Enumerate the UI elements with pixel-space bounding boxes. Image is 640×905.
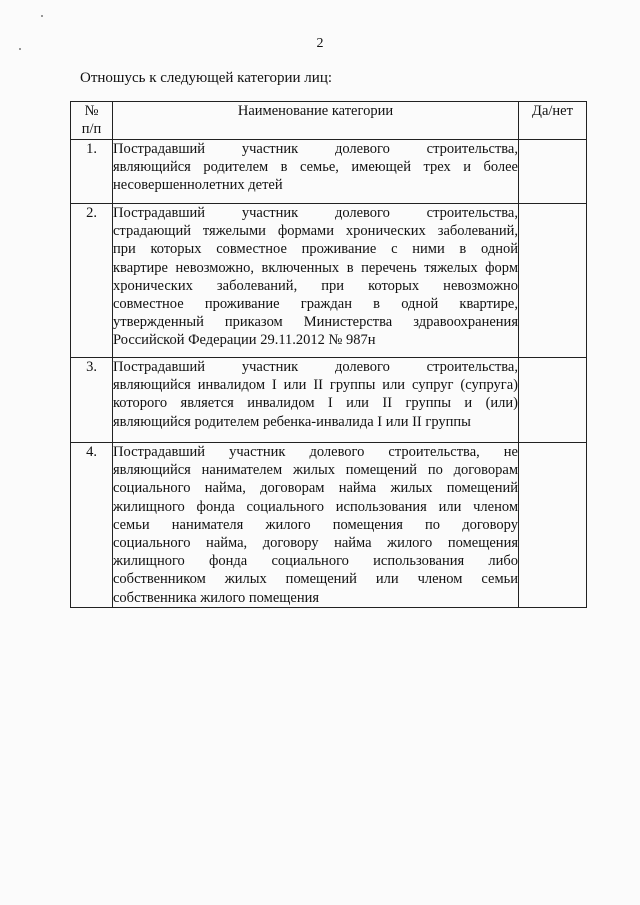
header-number-abbr: п/п — [81, 121, 102, 137]
description-line: Пострадавший участник долевого строительства, не — [113, 444, 518, 460]
description-line: несовершеннолетних детей — [113, 177, 283, 194]
page-number: 2 — [316, 36, 324, 51]
description-line: страдающий тяжелыми формами хронических заболеваний, — [113, 223, 518, 240]
category-table — [70, 101, 587, 608]
description-line: хронических заболеваний, при которых невозможно — [113, 277, 518, 294]
description-line: совместное проживание граждан в одной квартире, — [113, 296, 518, 313]
header-yes-no: Да/нет — [519, 102, 587, 140]
category-description — [113, 443, 519, 608]
category-description — [113, 204, 519, 358]
header-number — [71, 102, 113, 140]
description-line: являющийся родителем в семье, имеющей трех и более — [113, 159, 518, 176]
description-line: Пострадавший участник долевого строительства, — [113, 205, 518, 221]
table-row — [71, 358, 587, 443]
description-line: социального найма, договору найма жилого помещения — [113, 535, 518, 552]
row-number: 1. — [71, 140, 113, 204]
scan-speck — [41, 15, 43, 17]
row-number: 3. — [71, 358, 113, 443]
row-number: 2. — [71, 204, 113, 358]
header-number-symbol: № — [84, 103, 99, 119]
description-line: являющийся нанимателем жилых помещений по договорам — [113, 462, 518, 479]
description-line: которого является инвалидом I или II группы и (или) — [113, 395, 518, 412]
description-line: являющийся инвалидом I или II группы или супруг (супруга) — [113, 377, 518, 394]
yes-no-answer-cell[interactable] — [519, 204, 587, 358]
description-line: утвержденный приказом Министерства здравоохранения — [113, 314, 518, 331]
description-line: Пострадавший участник долевого строительства, — [113, 359, 518, 375]
description-line: являющийся родителем ребенка-инвалида I или II группы — [113, 413, 471, 430]
yes-no-answer-cell[interactable] — [519, 140, 587, 204]
description-line: собственником жилых помещений или членом семьи — [113, 571, 518, 588]
intro-text: Отношусь к следующей категории лиц: — [80, 70, 333, 86]
table-row — [71, 140, 587, 204]
description-line: при которых совместное проживание с ними в одной — [113, 241, 518, 258]
description-line: квартире невозможно, включенных в перечень тяжелых форм — [113, 259, 518, 276]
description-line: Пострадавший участник долевого строительства, — [113, 141, 518, 157]
header-category-name: Наименование категории — [113, 102, 519, 140]
table-row — [71, 443, 587, 608]
description-line: семьи нанимателя жилого помещения по договору — [113, 516, 518, 533]
description-line: собственника жилого помещения — [113, 589, 320, 606]
yes-no-answer-cell[interactable] — [519, 358, 587, 443]
description-line: Российской Федерации 29.11.2012 № 987н — [113, 332, 376, 349]
category-description — [113, 140, 519, 204]
description-line: социального найма, договорам найма жилых помещений — [113, 480, 518, 497]
description-line: жилищного фонда социального использования либо — [113, 553, 518, 570]
table-header-row — [71, 102, 587, 140]
description-line: жилищного фонда социального использования или членом — [113, 498, 518, 515]
row-number: 4. — [71, 443, 113, 608]
yes-no-answer-cell[interactable] — [519, 443, 587, 608]
category-description — [113, 358, 519, 443]
table-row — [71, 204, 587, 358]
